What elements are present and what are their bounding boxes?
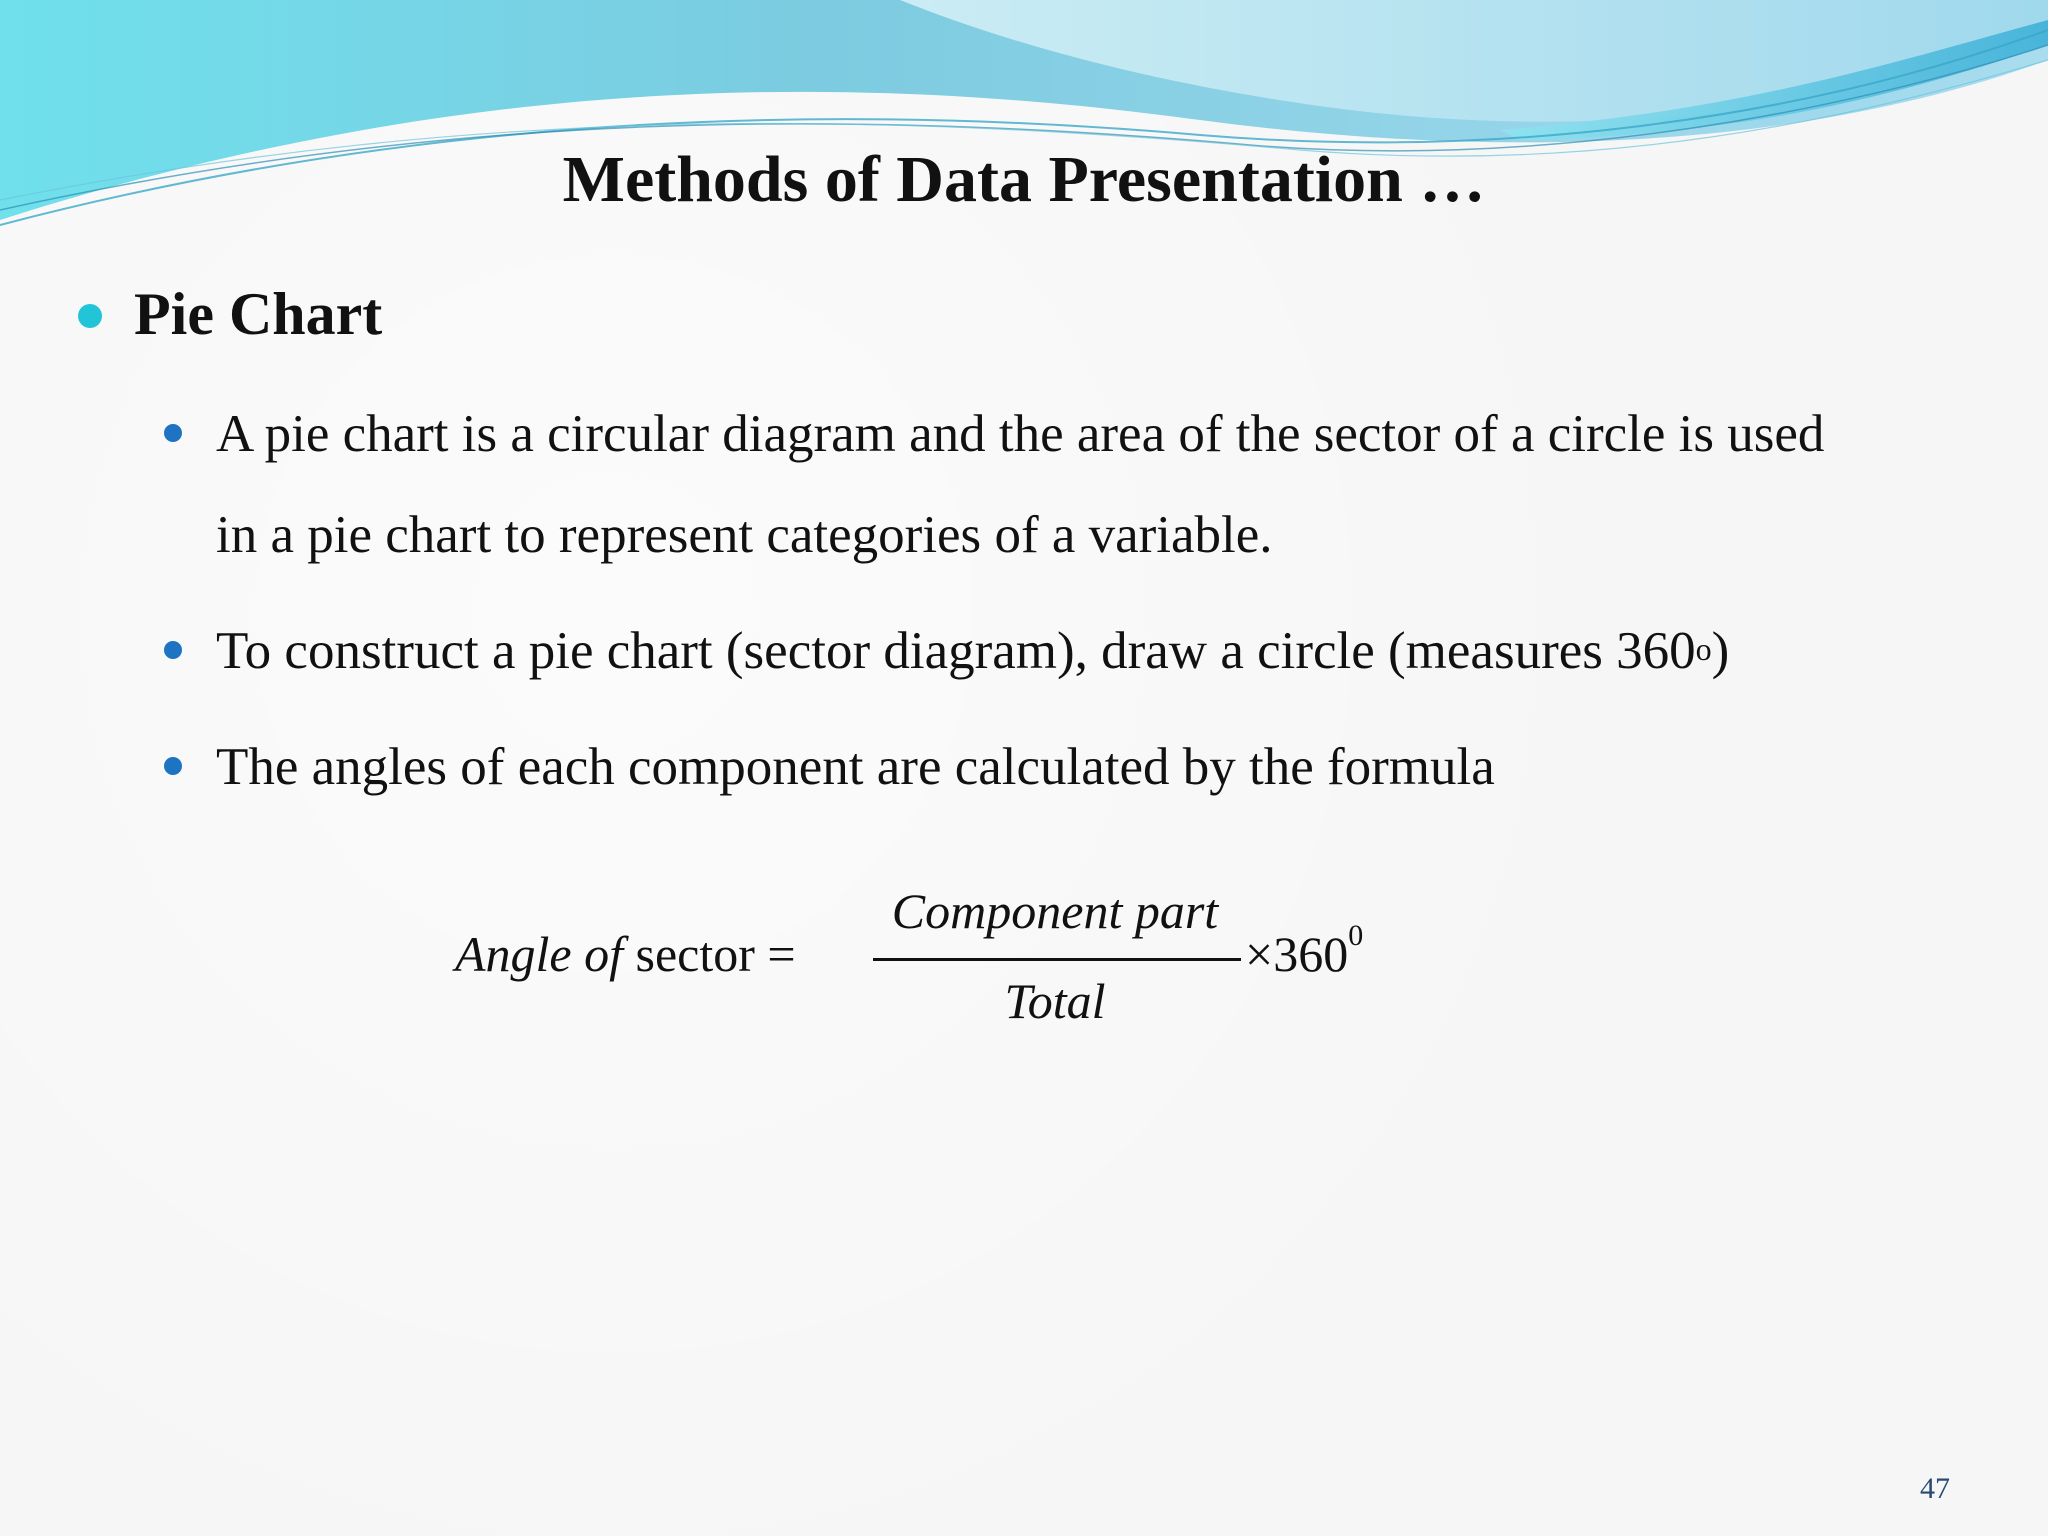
bullet-dot-icon	[164, 757, 182, 775]
formula-angle-of: Angle of	[455, 926, 624, 982]
bullet-1-line-1: A pie chart is a circular diagram and the area of the sector of a circle is used	[216, 405, 1825, 463]
formula-numerator: Component part	[891, 883, 1219, 939]
bullet-dot-icon	[164, 424, 182, 442]
section-heading: Pie Chart	[134, 281, 383, 347]
fraction-bar	[873, 958, 1241, 961]
bullet-dot-icon	[78, 304, 102, 328]
degree-superscript: o	[1695, 631, 1712, 667]
bullet-2-main: To construct a pie chart (sector diagram), draw a circle (measures 360	[216, 622, 1696, 680]
formula-equals: =	[754, 926, 796, 982]
slide-title: Methods of Data Presentation …	[562, 143, 1486, 216]
bullet-3-text: The angles of each component are calculated by the formula	[216, 738, 1495, 796]
bullet-dot-icon	[164, 641, 182, 659]
formula-times-360: ×360	[1245, 926, 1349, 982]
formula-denominator: Total	[1004, 973, 1106, 1029]
page-number: 47	[1920, 1472, 1950, 1505]
formula-lhs	[455, 925, 796, 983]
angle-formula	[455, 880, 1455, 1040]
bullet-2-close: )	[1711, 622, 1730, 680]
bullet-2-text	[216, 612, 1729, 690]
formula-rhs	[1245, 919, 1364, 983]
bullet-1-line-2: in a pie chart to represent categories of a variable.	[216, 506, 1273, 564]
formula-exponent: 0	[1348, 919, 1364, 952]
formula-sector: sector	[623, 926, 755, 982]
